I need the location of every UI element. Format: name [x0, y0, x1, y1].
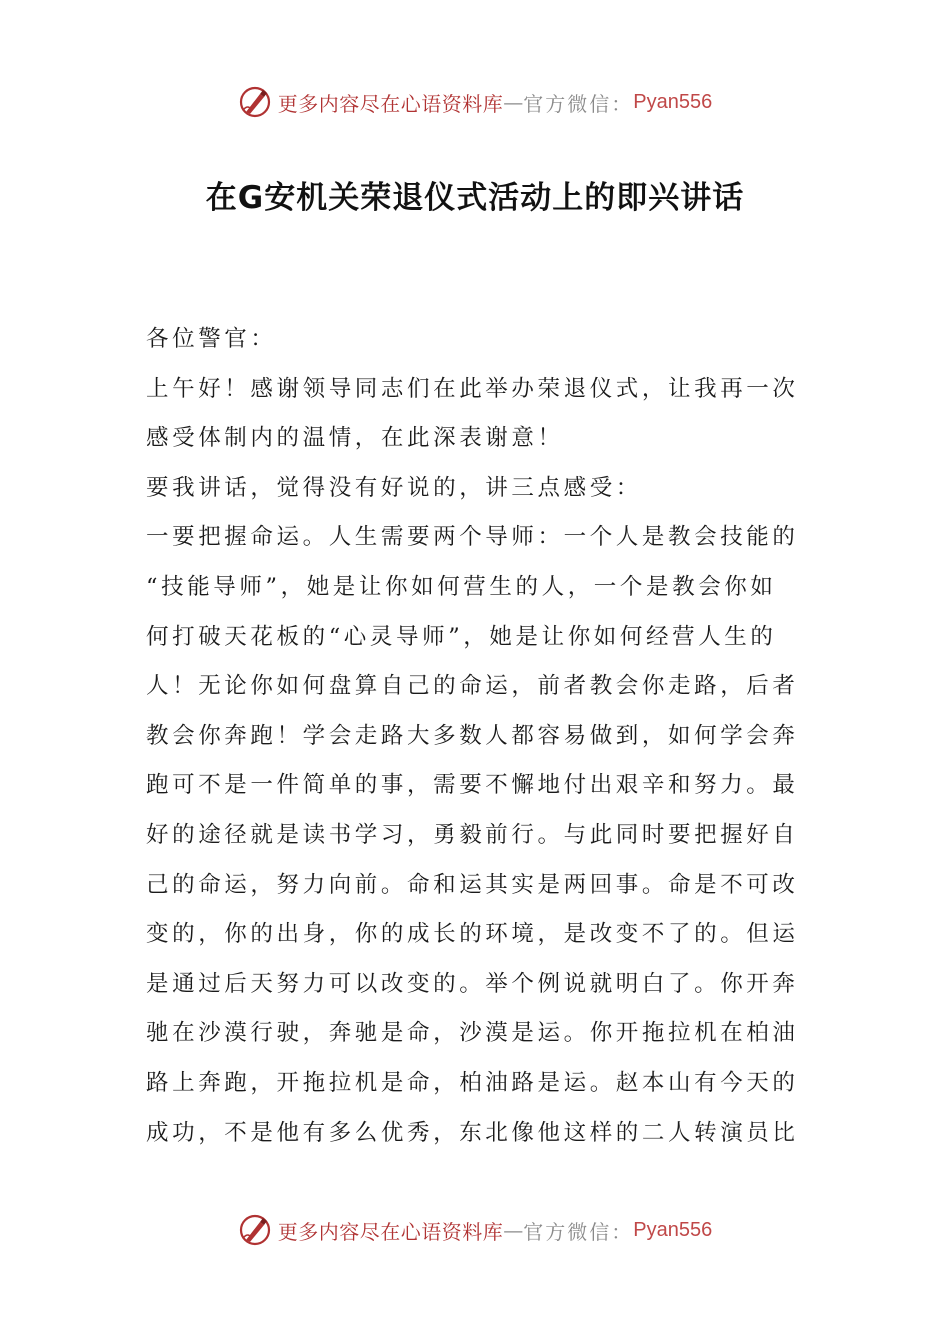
body-line: 上午好！感谢领导同志们在此举办荣退仪式，让我再一次 — [146, 375, 799, 402]
banner-text: 更多内容尽在心语资料库 — [277, 91, 504, 116]
banner-dash: — — [503, 90, 524, 114]
document-body — [146, 315, 806, 1158]
body-line: 人！无论你如何盘算自己的命运，前者教会你走路，后者 — [146, 673, 799, 700]
body-line: 变的，你的出身，你的成长的环境，是改变不了的。但运 — [146, 921, 799, 948]
banner-wechat-id: Pyan556 — [633, 1218, 713, 1241]
banner-wechat-label: 官方微信： — [523, 91, 634, 116]
body-line: 路上奔跑，开拖拉机是命，柏油路是运。赵本山有今天的 — [146, 1069, 799, 1096]
body-line: 何打破天花板的“心灵导师”，她是让你如何经营人生的 — [146, 623, 777, 650]
body-line: 各位警官： — [146, 326, 277, 352]
footer-banner — [0, 1210, 950, 1250]
pen-logo-icon — [238, 1213, 272, 1247]
body-line: 驰在沙漠行驶，奔驰是命，沙漠是运。你开拖拉机在柏油 — [146, 1020, 799, 1047]
banner-text: 更多内容尽在心语资料库 — [277, 1219, 504, 1244]
body-line: 要我讲话，觉得没有好说的，讲三点感受： — [146, 474, 642, 501]
body-line: 一要把握命运。人生需要两个导师：一个人是教会技能的 — [146, 524, 799, 551]
body-line: “技能导师”，她是让你如何营生的人，一个是教会你如 — [146, 573, 777, 600]
body-line: 教会你奔跑！学会走路大多数人都容易做到，如何学会奔 — [146, 722, 799, 749]
banner-wechat-id: Pyan556 — [633, 90, 713, 113]
header-banner — [0, 82, 950, 122]
body-line: 是通过后天努力可以改变的。举个例说就明白了。你开奔 — [146, 970, 799, 997]
banner-wechat-label: 官方微信： — [523, 1219, 634, 1244]
body-line: 成功，不是他有多么优秀，东北像他这样的二人转演员比 — [146, 1119, 799, 1146]
body-line: 跑可不是一件简单的事，需要不懈地付出艰辛和努力。最 — [146, 772, 799, 799]
body-line: 己的命运，努力向前。命和运其实是两回事。命是不可改 — [146, 871, 799, 898]
document-title: 在G安机关荣退仪式活动上的即兴讲话 — [205, 180, 745, 216]
pen-logo-icon — [238, 85, 272, 119]
body-line: 好的途径就是读书学习，勇毅前行。与此同时要把握好自 — [146, 821, 799, 848]
body-line: 感受体制内的温情，在此深表谢意！ — [146, 425, 564, 452]
banner-dash: — — [503, 1218, 524, 1242]
